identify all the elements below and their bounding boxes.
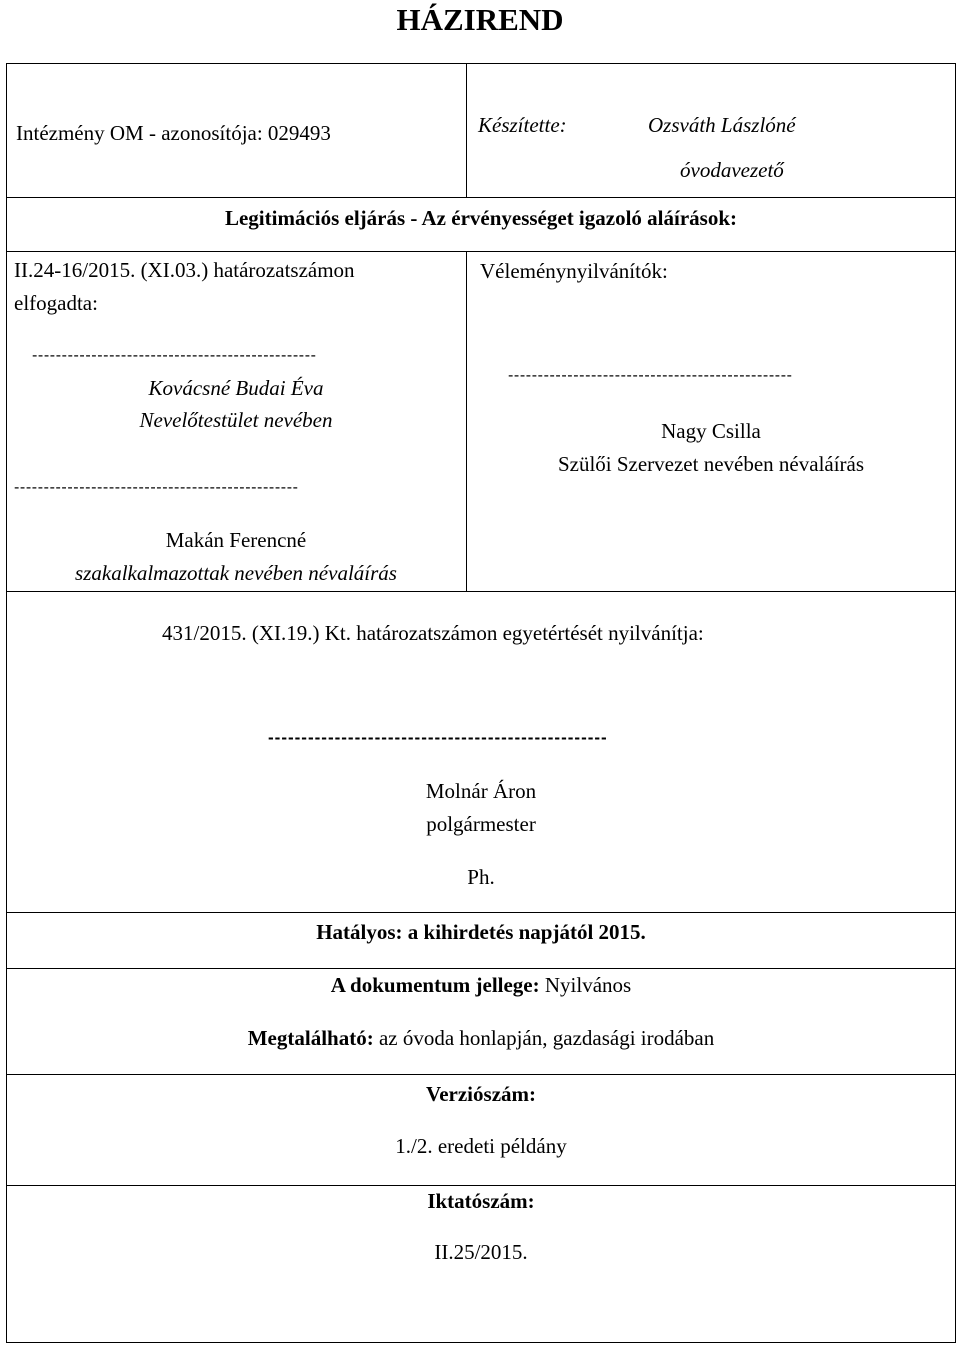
signer-employees-role: szakalkalmazottak nevében névaláírás bbox=[75, 561, 397, 585]
divider-municipality-bottom bbox=[6, 912, 956, 913]
document-nature-value: Nyilvános bbox=[544, 973, 632, 997]
prepared-by-label: Készítette: bbox=[478, 113, 567, 137]
signer-parents-name: Nagy Csilla bbox=[661, 419, 761, 443]
institution-id: Intézmény OM - azonosítója: 029493 bbox=[16, 121, 331, 145]
signer-mayor-role: polgármester bbox=[426, 812, 536, 836]
divider-signatures-bottom bbox=[6, 591, 956, 592]
stamp-placeholder: Ph. bbox=[467, 865, 495, 889]
signer-staff-name: Kovácsné Budai Éva bbox=[148, 376, 324, 400]
document-title: HÁZIREND bbox=[396, 2, 564, 37]
effective-date: Hatályos: a kihirdetés napjától 2015. bbox=[316, 920, 646, 944]
version-label: Verziószám: bbox=[425, 1082, 536, 1106]
signer-parents-role: Szülői Szervezet nevében névaláírás bbox=[557, 452, 865, 476]
municipality-resolution: 431/2015. (XI.19.) Kt. határozatszámon egyetértését nyilvánítja: bbox=[162, 621, 704, 645]
registry-label: Iktatószám: bbox=[427, 1189, 535, 1213]
document-nature bbox=[6, 972, 956, 998]
document-location-label: Megtalálható: bbox=[247, 1026, 374, 1050]
divider-version-bottom bbox=[6, 1185, 956, 1186]
divider-legitimation-bottom bbox=[6, 251, 956, 252]
divider-effective-bottom bbox=[6, 968, 956, 969]
acceptance-label: elfogadta: bbox=[14, 291, 98, 315]
document-nature-label: A dokumentum jellege: bbox=[330, 973, 540, 997]
signature-line-staff: ------------------------------------------------ bbox=[32, 347, 317, 364]
acceptance-resolution: II.24-16/2015. (XI.03.) határozatszámon bbox=[14, 258, 355, 282]
divider-header-bottom bbox=[6, 197, 956, 198]
divider-meta-bottom bbox=[6, 1074, 956, 1075]
document-location bbox=[6, 1025, 956, 1051]
signature-line-parents: ------------------------------------------------ bbox=[508, 367, 793, 384]
version-value: 1./2. eredeti példány bbox=[395, 1134, 567, 1158]
signature-line-employees: ------------------------------------------------ bbox=[14, 479, 299, 496]
legitimation-heading: Legitimációs eljárás - Az érvényességet igazoló aláírások: bbox=[224, 206, 738, 230]
opinion-label: Véleménynyilvánítók: bbox=[480, 259, 668, 283]
prepared-by-role: óvodavezető bbox=[680, 158, 784, 182]
signer-staff-role: Nevelőtestület nevében bbox=[139, 408, 333, 432]
signature-line-mayor: --------------------------------------------------- bbox=[268, 728, 608, 747]
document-location-value: az óvoda honlapján, gazdasági irodában bbox=[378, 1026, 715, 1050]
prepared-by-name: Ozsváth Lászlóné bbox=[648, 113, 796, 137]
divider-header-vertical bbox=[466, 63, 467, 197]
registry-value: II.25/2015. bbox=[434, 1240, 528, 1264]
signer-mayor-name: Molnár Áron bbox=[425, 779, 537, 803]
signer-employees-name: Makán Ferencné bbox=[165, 528, 307, 552]
